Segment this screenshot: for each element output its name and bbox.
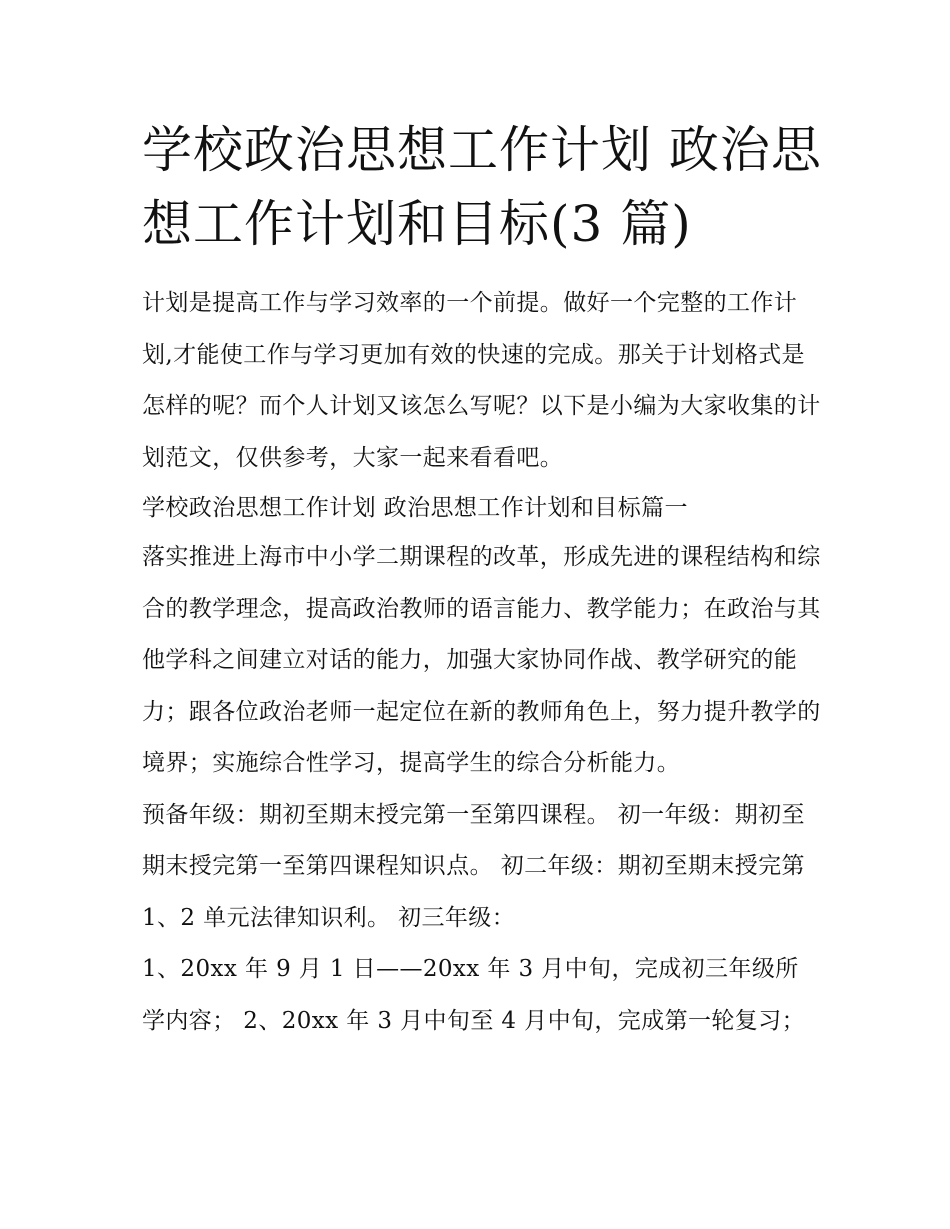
document-body (142, 278, 822, 1047)
section-heading: 学校政治思想工作计划 政治思想工作计划和目标篇一 (142, 495, 688, 521)
goals-paragraph: 落实推进上海市中小学二期课程的改革，形成先进的课程结构和综合的教学理念，提高政治教师的语言能力、教学能力；在政治与其他学科之间建立对话的能力，加强大家协同作战、教学研究的能力；跟各位政治老师一起定位在新的教师角色上，努力提升教学的境界；实施综合性学习，提高学生的综合分析能力。 (142, 544, 821, 776)
document-title: 学校政治思想工作计划 政治思想工作计划和目标(3 篇) (142, 121, 822, 253)
schedule-paragraph: 1、20xx 年 9 月 1 日——20xx 年 3 月中旬，完成初三年级所学内容； 2、20xx 年 3 月中旬至 4 月中旬，完成第一轮复习； (142, 956, 805, 1034)
intro-paragraph: 计划是提高工作与学习效率的一个前提。做好一个完整的工作计划,才能使工作与学习更加有效的快速的完成。那关于计划格式是怎样的呢？而个人计划又该怎么写呢？以下是小编为大家收集的计划范文，仅供参考，大家一起来看看吧。 (142, 290, 821, 471)
grade-plan-paragraph: 预备年级：期初至期末授完第一至第四课程。 初一年级：期初至期末授完第一至第四课程知识点。 初二年级：期初至期末授完第 1、2 单元法律知识利。 初三年级： (142, 801, 805, 931)
